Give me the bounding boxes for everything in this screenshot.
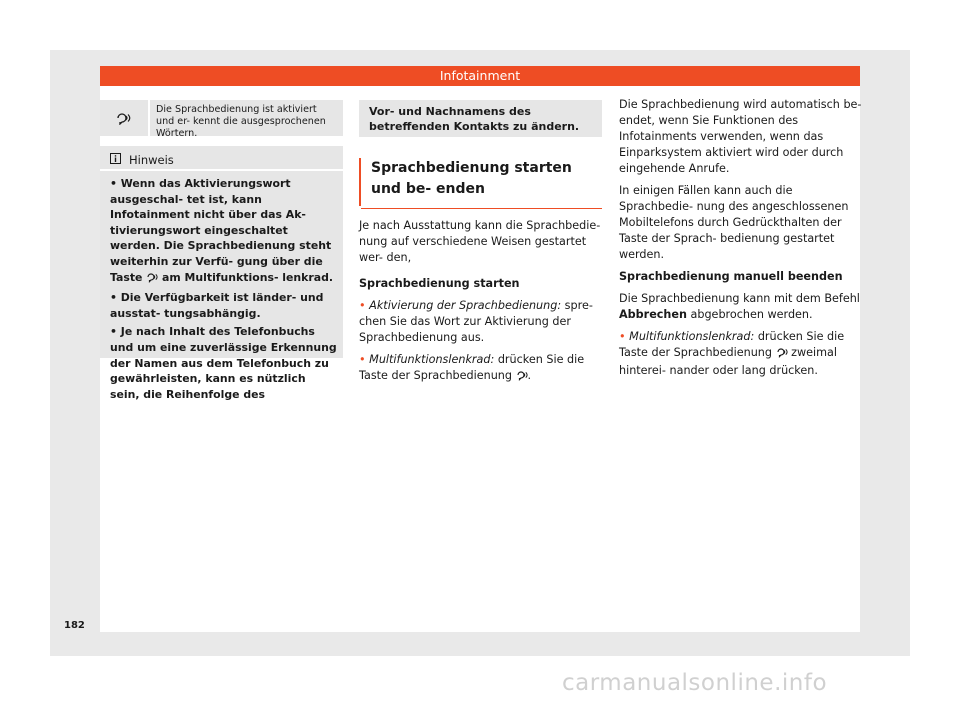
status-table [100, 100, 343, 139]
subheading-end: Sprachbedienung manuell beenden [619, 270, 843, 283]
watermark: carmanualsonline.info [562, 670, 828, 696]
status-table-text: Die Sprachbedienung ist aktiviert und er- kennt die ausgesprochenen Wörtern. [156, 104, 326, 139]
hint-title: Hinweis [129, 153, 174, 167]
voice-active-icon [100, 100, 150, 136]
intro-paragraph: Je nach Ausstattung kann die Sprachbedie- nung auf verschiedene Weisen gestartet wer- den, [359, 219, 601, 264]
subheading-start: Sprachbedienung starten [359, 277, 520, 290]
hint-item: • Je nach Inhalt des Telefonbuchs und um eine zuverlässige Erkennung der Namen aus dem Telefonbuch zu gewährleisten, kann es nützlich sein, die Reihenfolge des [110, 325, 337, 401]
section-title: Sprachbedienung starten und be- enden [359, 158, 602, 206]
paragraph: Die Sprachbedienung wird automatisch be- endet, wenn Sie Funktionen des Infotainments verwenden, wenn das Einparksystem aktiviert wird oder durch eingehende Anrufe. [619, 98, 862, 175]
voice-button-icon [146, 272, 158, 288]
hint-header [110, 151, 343, 169]
hint-box [100, 146, 343, 401]
middle-column [359, 218, 602, 392]
hint-divider [100, 169, 343, 171]
list-item: • Multifunktionslenkrad: drücken Sie die Taste der Sprachbedienung zweimal hinterei- nander oder lang drücken. [619, 330, 845, 377]
section-rule [361, 208, 602, 209]
hint-item: • Wenn das Aktivierungswort ausgeschal- tet ist, kann Infotainment nicht über das Ak- tivierungswort eingeschaltet werden. Die Sprachbedienung steht weiterhin zur Verfü- gung über die Taste am Multifunktions- lenkrad. [110, 176, 338, 287]
list-item: • Multifunktionslenkrad: drücken Sie die Taste der Sprachbedienung . [359, 352, 602, 386]
info-icon [110, 153, 121, 167]
voice-button-icon [516, 370, 528, 386]
continuation-box: Vor- und Nachnamens des betreffenden Kontakts zu ändern. [359, 100, 602, 137]
hint-item: • Die Verfügbarkeit ist länder- und ausstat- tungsabhängig. [110, 291, 324, 320]
paragraph: Die Sprachbedienung kann mit dem Befehl Abbrechen abgebrochen werden. [619, 292, 860, 321]
right-column [619, 97, 862, 385]
page-number: 182 [64, 620, 85, 631]
page-header: Infotainment [100, 66, 860, 86]
hint-body [110, 176, 338, 405]
paragraph: In einigen Fällen kann auch die Sprachbedie- nung des angeschlossenen Mobiltelefons durch Gedrückthalten der Taste der Sprach- bedienung gestartet werden. [619, 184, 849, 261]
list-item: • Aktivierung der Sprachbedienung: spre- chen Sie das Wort zur Aktivierung der Sprachbedienung aus. [359, 299, 593, 344]
voice-button-icon [776, 347, 788, 363]
